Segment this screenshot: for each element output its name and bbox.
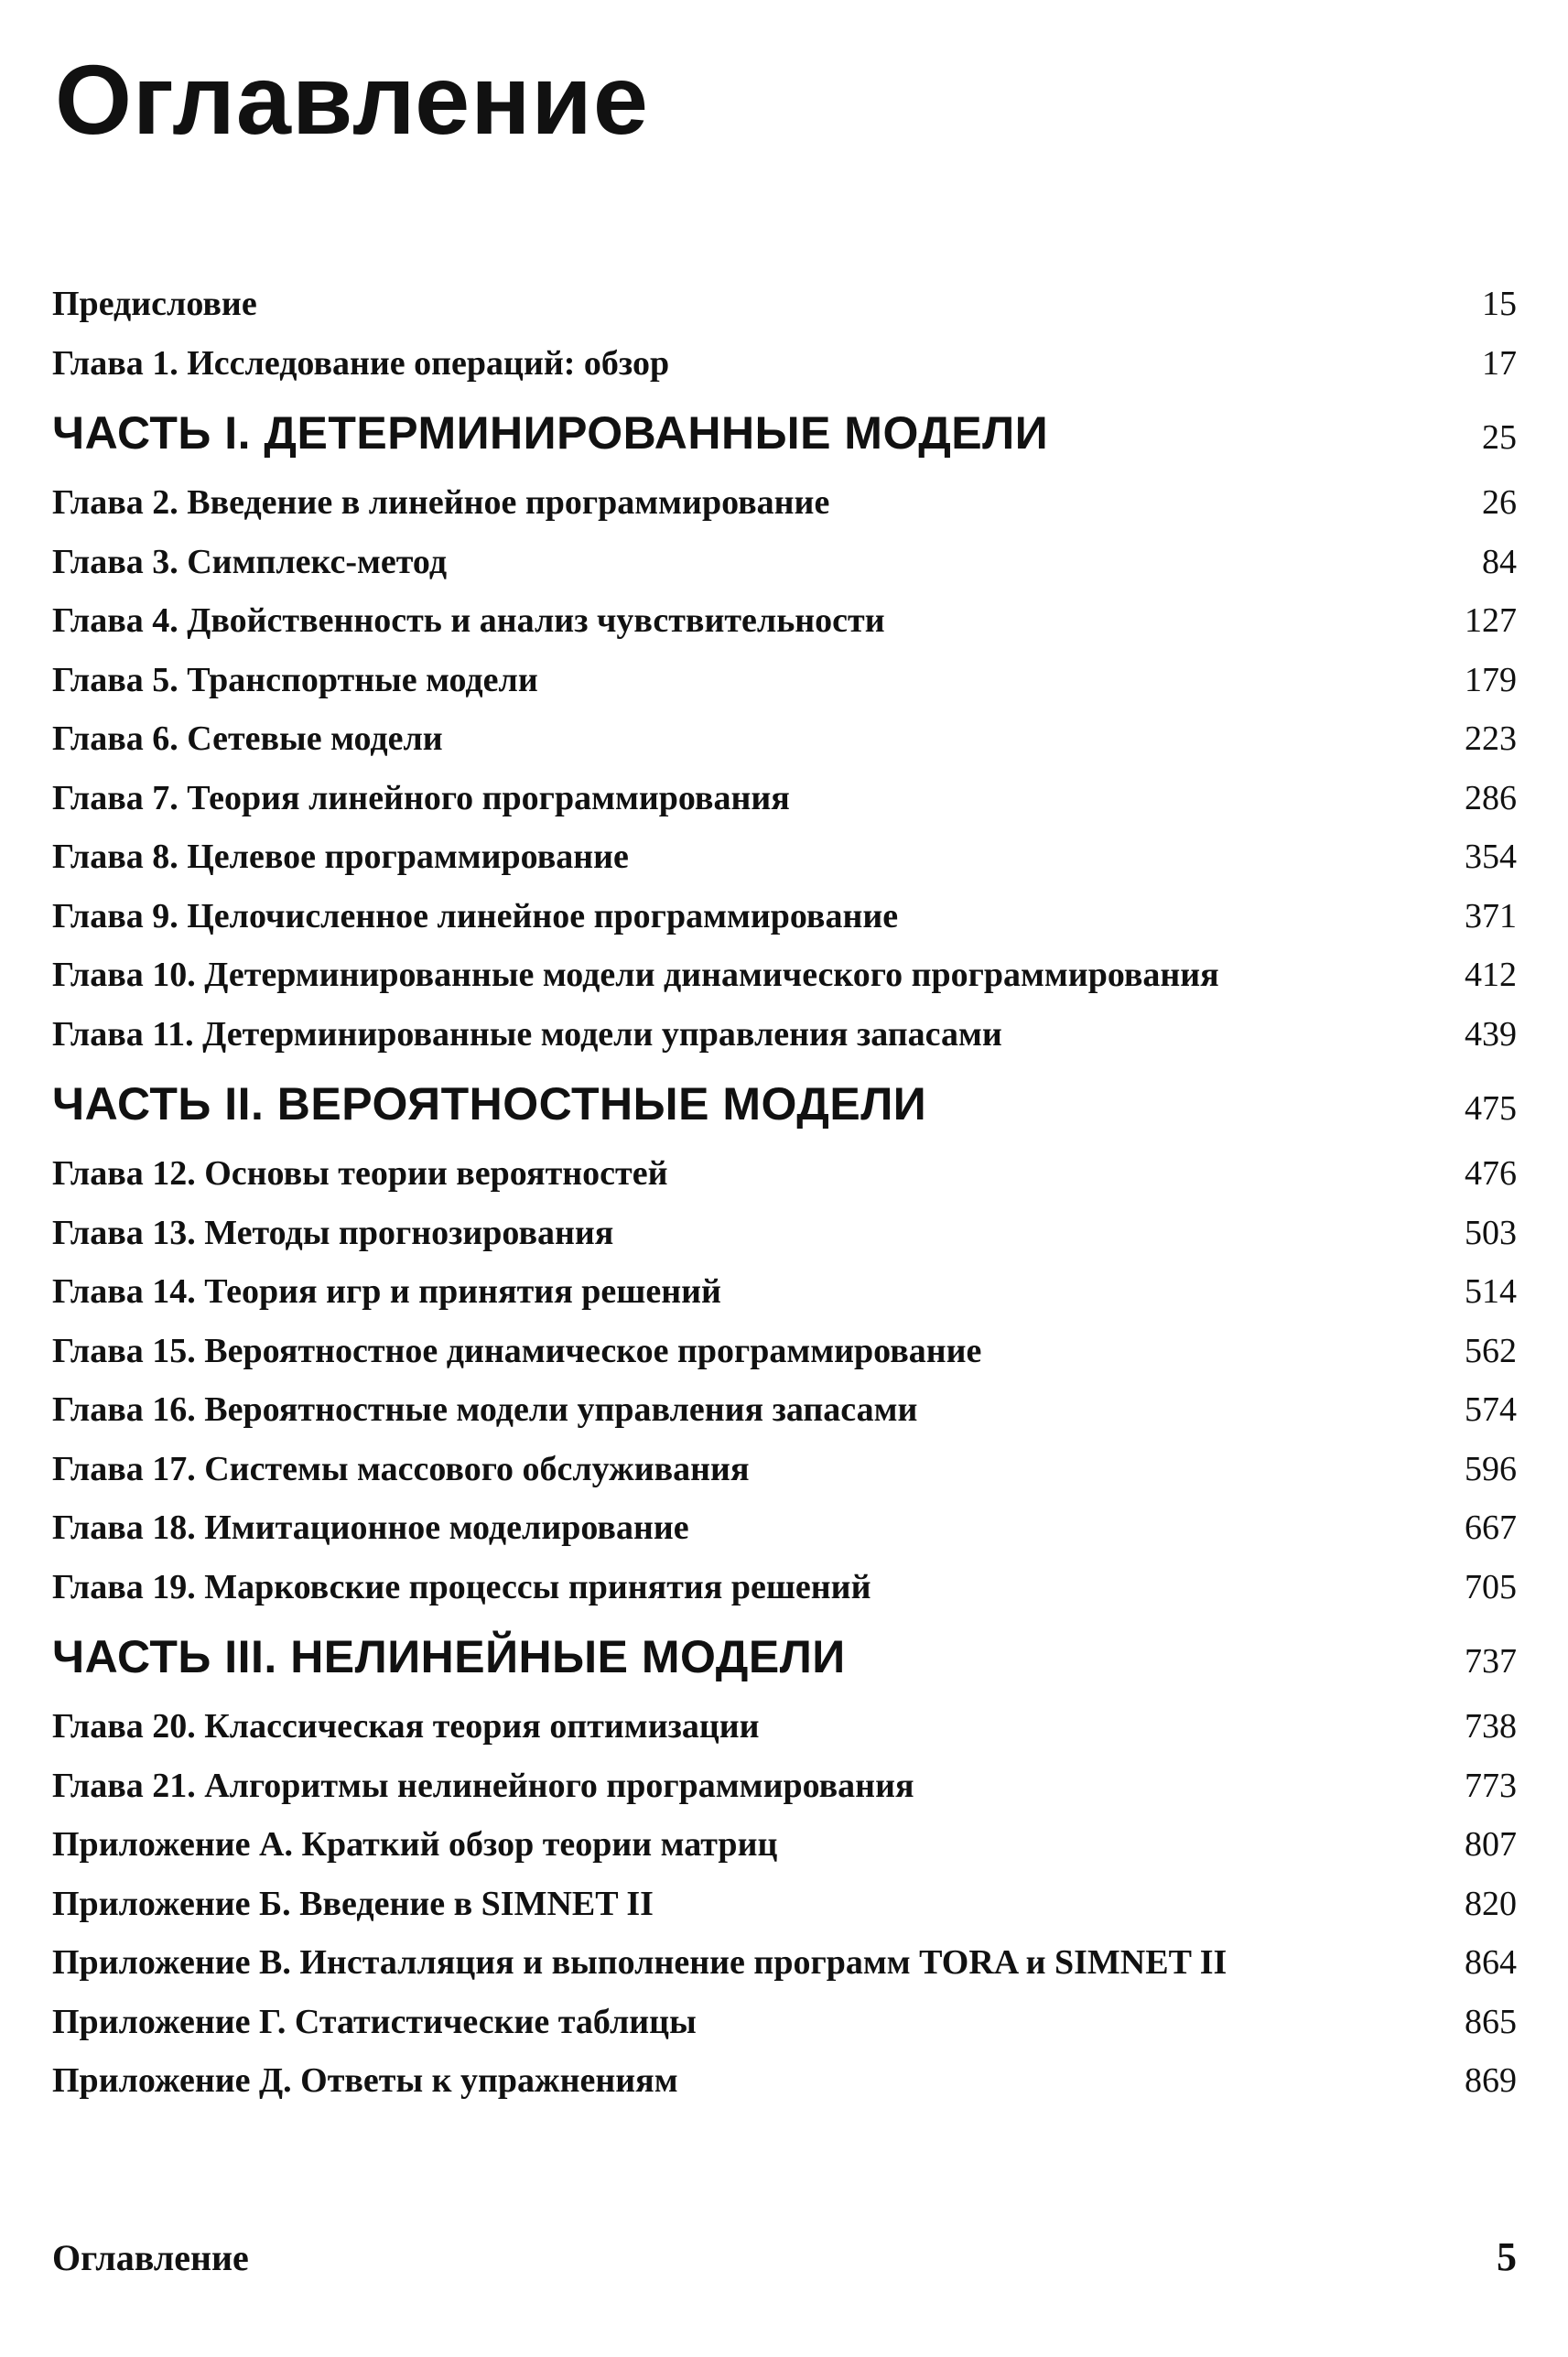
toc-entry-page: 737: [1465, 1642, 1517, 1681]
toc-entry-page: 223: [1465, 719, 1517, 758]
toc-entry[interactable]: [52, 1933, 1517, 1993]
toc-entry-title: Глава 18. Имитационное моделирование: [52, 1508, 689, 1547]
toc-entry[interactable]: [52, 769, 1517, 828]
toc-entry-page: 574: [1465, 1390, 1517, 1429]
toc-entry-page: 26: [1482, 483, 1517, 522]
toc-entry-page: 439: [1465, 1014, 1517, 1054]
toc-entry-page: 17: [1482, 343, 1517, 383]
toc-entry-page: 807: [1465, 1825, 1517, 1864]
toc-entry[interactable]: [52, 946, 1517, 1005]
page-number: 5: [1497, 2234, 1517, 2279]
toc-entry-title: Глава 2. Введение в линейное программирование: [52, 483, 830, 522]
toc-entry[interactable]: [52, 591, 1517, 651]
toc-entry-page: 476: [1465, 1154, 1517, 1193]
toc-entry[interactable]: [52, 473, 1517, 533]
toc-entry-title: Глава 3. Симплекс-метод: [52, 542, 448, 581]
toc-entry-title: ЧАСТЬ I. ДЕТЕРМИНИРОВАННЫЕ МОДЕЛИ: [52, 407, 1049, 459]
toc-entry[interactable]: [52, 1558, 1517, 1617]
toc-entry[interactable]: [52, 1005, 1517, 1065]
toc-entry[interactable]: [52, 887, 1517, 946]
toc-entry-page: 179: [1465, 660, 1517, 699]
toc-entry-title: Глава 17. Системы массового обслуживания: [52, 1449, 750, 1488]
toc-entry[interactable]: [52, 1993, 1517, 2052]
toc-entry-title: Глава 16. Вероятностные модели управления запасами: [52, 1390, 918, 1429]
toc-entry-page: 84: [1482, 542, 1517, 581]
toc-entry-page: 371: [1465, 896, 1517, 935]
toc-entry[interactable]: [52, 827, 1517, 887]
toc-entry-page: 869: [1465, 2061, 1517, 2100]
toc-entry-title: Глава 20. Классическая теория оптимизации: [52, 1707, 760, 1746]
toc-entry-title: Глава 11. Детерминированные модели управления запасами: [52, 1014, 1002, 1054]
toc-part-heading[interactable]: [52, 393, 1517, 473]
toc-entry[interactable]: [52, 1380, 1517, 1440]
toc-entry-title: Глава 6. Сетевые модели: [52, 719, 443, 758]
toc-entry[interactable]: [52, 1322, 1517, 1381]
toc-entry-page: 503: [1465, 1213, 1517, 1252]
toc-entry[interactable]: [52, 1815, 1517, 1875]
toc-entry-page: 354: [1465, 838, 1517, 876]
toc-entry-title: Приложение Г. Статистические таблицы: [52, 2002, 697, 2041]
toc-entry-title: Приложение Д. Ответы к упражнениям: [52, 2061, 678, 2100]
table-of-contents: [52, 275, 1517, 2111]
toc-part-heading[interactable]: [52, 1064, 1517, 1144]
toc-entry-title: Приложение А. Краткий обзор теории матриц: [52, 1825, 778, 1864]
toc-entry[interactable]: [52, 1440, 1517, 1499]
toc-entry-title: Глава 13. Методы прогнозирования: [52, 1213, 614, 1252]
toc-entry-title: Глава 8. Целевое программирование: [52, 838, 629, 876]
toc-entry-title: Глава 10. Детерминированные модели динамического программирования: [52, 956, 1219, 994]
toc-entry-title: Глава 15. Вероятностное динамическое программирование: [52, 1331, 982, 1370]
toc-entry-page: 705: [1465, 1567, 1517, 1606]
toc-entry-page: 596: [1465, 1449, 1517, 1488]
toc-entry-page: 820: [1465, 1884, 1517, 1923]
toc-entry[interactable]: [52, 1262, 1517, 1322]
toc-entry-page: 865: [1465, 2002, 1517, 2041]
toc-entry-title: Приложение Б. Введение в SIMNET II: [52, 1884, 654, 1923]
toc-entry[interactable]: [52, 334, 1517, 394]
toc-entry[interactable]: [52, 1757, 1517, 1816]
toc-entry[interactable]: [52, 1697, 1517, 1757]
toc-entry-page: 562: [1465, 1331, 1517, 1370]
toc-entry-page: 127: [1465, 601, 1517, 640]
running-footer-title: Оглавление: [52, 2237, 249, 2278]
toc-entry-page: 25: [1482, 418, 1517, 457]
toc-entry[interactable]: [52, 2051, 1517, 2111]
toc-entry-title: Глава 1. Исследование операций: обзор: [52, 343, 670, 383]
toc-entry-title: ЧАСТЬ III. НЕЛИНЕЙНЫЕ МОДЕЛИ: [52, 1631, 846, 1682]
toc-entry-page: 412: [1465, 956, 1517, 994]
toc-entry-title: Глава 14. Теория игр и принятия решений: [52, 1272, 721, 1311]
toc-entry-title: Глава 9. Целочисленное линейное программирование: [52, 896, 899, 935]
toc-entry-title: Приложение В. Инсталляция и выполнение программ TORA и SIMNET II: [52, 1943, 1227, 1982]
toc-entry[interactable]: [52, 709, 1517, 769]
page-title: Оглавление: [55, 44, 649, 155]
toc-entry-title: ЧАСТЬ II. ВЕРОЯТНОСТНЫЕ МОДЕЛИ: [52, 1078, 927, 1130]
toc-entry-title: Глава 4. Двойственность и анализ чувствительности: [52, 601, 885, 640]
toc-entry-page: 475: [1465, 1089, 1517, 1128]
toc-entry-title: Глава 5. Транспортные модели: [52, 660, 538, 699]
toc-part-heading[interactable]: [52, 1616, 1517, 1697]
toc-entry-title: Глава 7. Теория линейного программирования: [52, 778, 790, 817]
toc-entry-title: Предисловие: [52, 285, 257, 323]
toc-entry[interactable]: [52, 1204, 1517, 1263]
toc-entry[interactable]: [52, 1875, 1517, 1934]
toc-entry[interactable]: [52, 275, 1517, 334]
toc-entry-title: Глава 21. Алгоритмы нелинейного программирования: [52, 1766, 914, 1805]
toc-entry[interactable]: [52, 651, 1517, 710]
toc-entry[interactable]: [52, 533, 1517, 592]
toc-entry-title: Глава 12. Основы теории вероятностей: [52, 1154, 668, 1193]
page-footer: [52, 2233, 1517, 2280]
toc-entry-page: 864: [1465, 1943, 1517, 1982]
toc-entry-page: 514: [1465, 1272, 1517, 1311]
toc-entry-page: 286: [1465, 778, 1517, 817]
toc-entry-page: 738: [1465, 1707, 1517, 1746]
toc-entry-title: Глава 19. Марковские процессы принятия решений: [52, 1567, 871, 1606]
toc-entry[interactable]: [52, 1498, 1517, 1558]
toc-entry-page: 667: [1465, 1508, 1517, 1547]
toc-entry[interactable]: [52, 1144, 1517, 1204]
toc-entry-page: 15: [1482, 285, 1517, 323]
toc-entry-page: 773: [1465, 1766, 1517, 1805]
